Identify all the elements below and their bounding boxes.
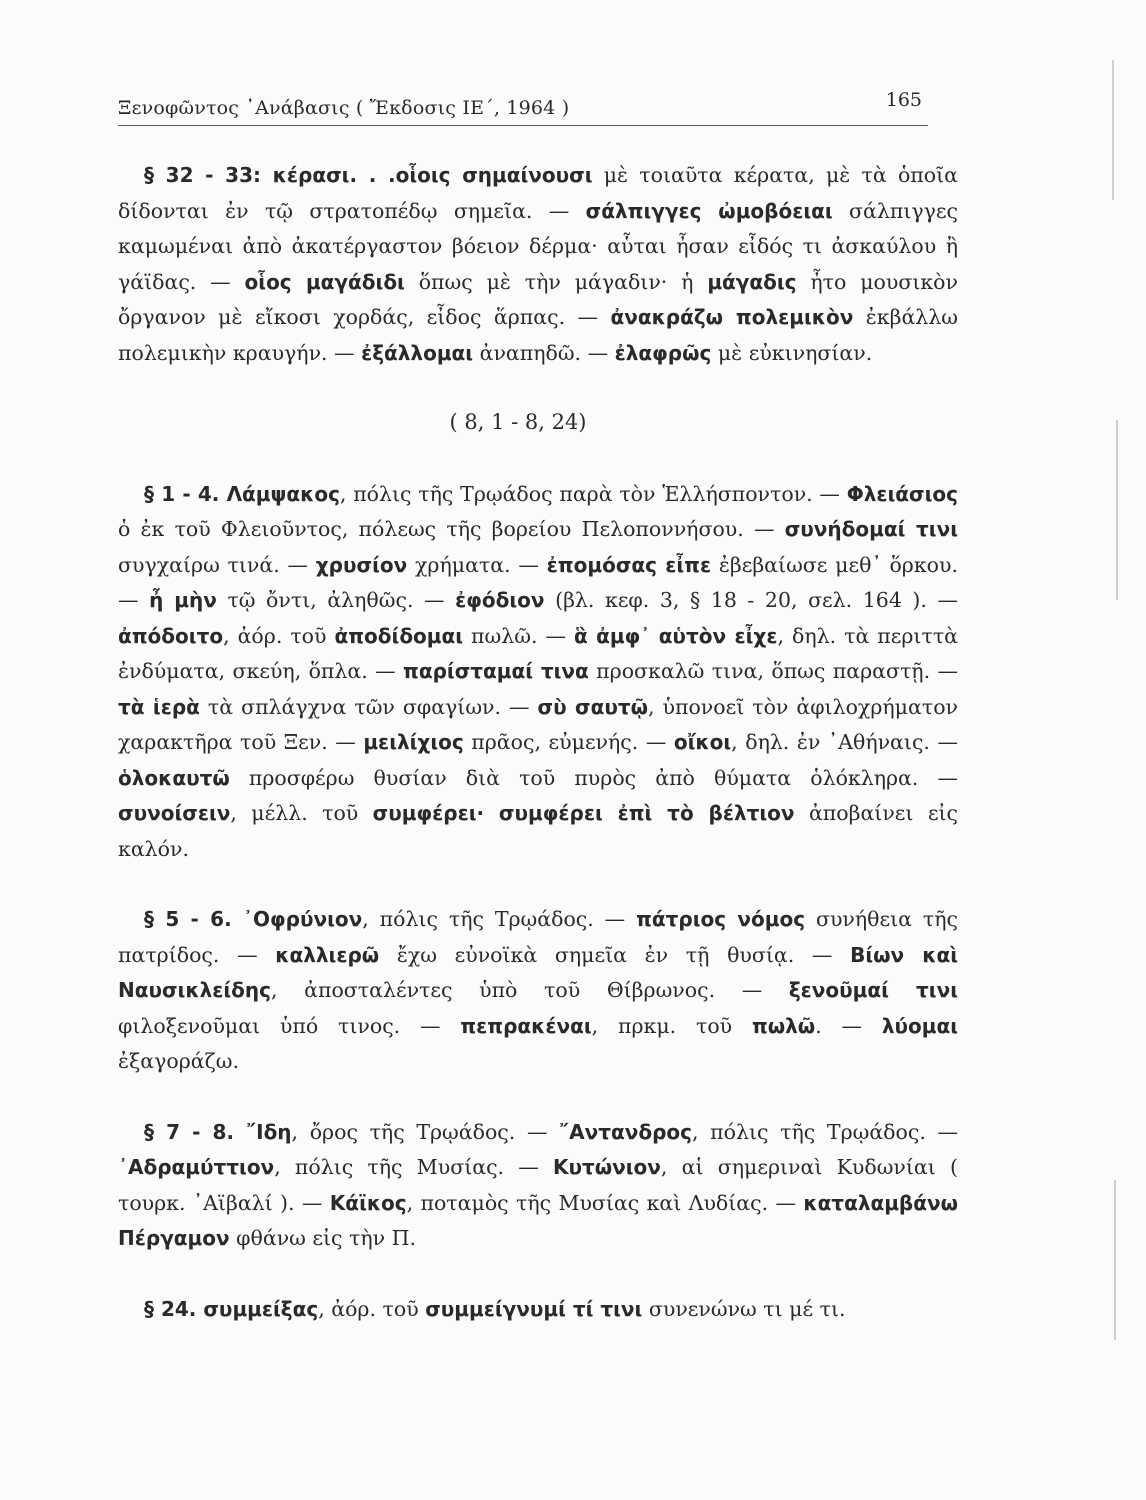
- running-title: Ξενοφῶντος ᾿Ανάβασις ( Ἔκδοσις ΙΕ΄, 1964 ): [118, 97, 570, 119]
- page-header: [118, 89, 928, 126]
- commentary-paragraph: [118, 477, 958, 868]
- gloss-text: , πόλις τῆς Τρῳάδος. —: [692, 1119, 959, 1144]
- headword: ἐξάλλομαι: [361, 340, 474, 365]
- headword: ἐφόδιον: [455, 588, 545, 612]
- gloss-text: , ποταμὸς τῆς Μυσίας καὶ Λυδίας. —: [406, 1190, 804, 1215]
- gloss-text: προσκαλῶ τινα, ὅπως παραστῇ. —: [588, 659, 958, 683]
- headword: λύομαι: [881, 1013, 958, 1038]
- gloss-text: ἀναπηδῶ. —: [473, 340, 615, 365]
- headword: οἷοις σημαίνουσι: [395, 163, 593, 187]
- headword: ῎Αντανδρος: [559, 1119, 692, 1144]
- headword: Βίων καὶ Ναυσικλείδης: [118, 942, 958, 1002]
- headword: πωλῶ: [751, 1013, 816, 1038]
- gloss-text: ὅπως μὲ τὴν μάγαδιν· ἡ: [404, 269, 708, 294]
- headword: Κυτώνιον: [552, 1155, 661, 1179]
- gloss-text: ἀποβαίνει εἰς καλόν.: [118, 801, 959, 861]
- headword: ξενοῦμαί τινι: [788, 978, 958, 1002]
- gloss-text: , ἀόρ. τοῦ: [318, 1296, 426, 1321]
- headword: συνήδομαί τινι: [784, 517, 959, 541]
- headword: ῎Ιδη: [246, 1119, 292, 1144]
- gloss-text: , μέλλ. τοῦ: [230, 801, 373, 825]
- gloss-text: (βλ. κεφ. 3, § 18 - 20, σελ. 164 ). —: [544, 588, 959, 612]
- headword: μάγαδις: [707, 269, 797, 294]
- headword: τὰ ἱερὰ: [118, 694, 200, 719]
- gloss-text: πρᾶος, εὐμενής. —: [463, 730, 674, 754]
- binding-edge-mark: [1114, 1180, 1116, 1340]
- gloss-text: προσφέρω θυσίαν διὰ τοῦ πυρὸς ἀπὸ θύματα ὁλόκληρα. —: [229, 765, 958, 790]
- headword: Λάμψακος: [226, 481, 340, 506]
- headword: συμφέρει· συμφέρει ἐπὶ τὸ βέλτιον: [372, 801, 795, 825]
- headword: ἐλαφρῶς: [614, 340, 712, 365]
- gloss-text: , δηλ. τὰ περιττὰ ἐνδύματα, σκεύη, ὅπλα. —: [118, 623, 958, 683]
- headword: § 32 - 33:: [144, 163, 273, 187]
- gloss-text: μὲ τοιαῦτα κέρατα, μὲ τὰ ὁποῖα δίδονται ἐν τῷ στρατοπέδῳ σημεῖα. —: [118, 163, 958, 223]
- gloss-text: πωλῶ. —: [463, 623, 574, 648]
- gloss-text: συνενώνω τι μέ τι.: [642, 1296, 846, 1321]
- headword: χρυσίον: [315, 552, 408, 577]
- headword: ἀπόδοιτο: [118, 623, 224, 648]
- gloss-text: μὲ εὐκινησίαν.: [711, 340, 873, 365]
- gloss-text: , πόλις τῆς Μυσίας. —: [274, 1155, 553, 1179]
- headword: συμμείγνυμί τί τινι: [425, 1296, 643, 1321]
- gloss-text: , πρκμ. τοῦ: [591, 1013, 752, 1038]
- headword: οἴκοι: [673, 730, 732, 754]
- headword: ἐπομόσας εἶπε: [546, 552, 712, 577]
- headword: ᾿Οφρύνιον: [243, 907, 363, 931]
- commentary-paragraph: [118, 158, 958, 371]
- section-heading: ( 8, 1 - 8, 24): [449, 410, 587, 434]
- headword: πεπρακέναι: [460, 1013, 592, 1038]
- commentary-paragraph: [118, 1292, 958, 1328]
- gloss-text: , δηλ. ἐν ᾿Αθήναις. —: [731, 730, 958, 754]
- gloss-text: συνήθεια τῆς πατρίδος. —: [118, 907, 958, 967]
- gloss-text: φθάνω εἰς τὴν Π.: [229, 1226, 417, 1250]
- gloss-text: ἐξαγοράζω.: [118, 1049, 239, 1073]
- headword: § 5 - 6.: [144, 907, 244, 931]
- headword: κέρασι. . .: [272, 163, 396, 187]
- headword: Φλειάσιος: [846, 481, 958, 506]
- headword: συμμείξας: [203, 1296, 319, 1321]
- gloss-text: συγχαίρω τινά. —: [118, 552, 316, 577]
- gloss-text: , πόλις τῆς Τρῳάδος. —: [362, 907, 637, 931]
- gloss-text: , πόλις τῆς Τρῳάδος παρὰ τὸν Ἑλλήσποντον. —: [339, 481, 847, 506]
- gloss-text: τὰ σπλάγχνα τῶν σφαγίων. —: [199, 694, 538, 719]
- gloss-text: , ὄρος τῆς Τρῳάδος. —: [291, 1119, 560, 1144]
- commentary-paragraph: [118, 1115, 958, 1257]
- page-number: 165: [885, 89, 922, 111]
- gloss-text: , ὑπονοεῖ τὸν ἀφιλοχρήματον χαρακτῆρα τοῦ Ξεν. —: [118, 694, 958, 754]
- gloss-text: , ἀόρ. τοῦ: [223, 623, 335, 648]
- gloss-text: , ἀποσταλέντες ὑπὸ τοῦ Θίβρωνος. —: [270, 978, 789, 1002]
- headword: σάλπιγγες ὠμοβόειαι: [585, 198, 833, 223]
- headword: πάτριος νόμος: [636, 907, 806, 931]
- gloss-text: φιλοξενοῦμαι ὑπό τινος. —: [118, 1013, 461, 1038]
- gloss-text: χρήματα. —: [407, 552, 547, 577]
- headword: ἀποδίδομαι: [334, 623, 464, 648]
- gloss-text: σάλπιγγες καμωμέναι ἀπὸ ἀκατέργαστον βόειον δέρμα· αὗται ἦσαν εἶδός τι ἀσκαύλου ἢ γάϊδας. —: [118, 198, 958, 294]
- headword: συνοίσειν: [118, 801, 231, 825]
- gloss-text: ἐβεβαίωσε μεθ᾿ ὅρκου. —: [118, 552, 958, 612]
- headword: Κάϊκος: [329, 1190, 407, 1215]
- headword: οἷος μαγάδιδι: [244, 269, 405, 294]
- commentary-paragraph: [118, 902, 958, 1080]
- gloss-text: . —: [815, 1013, 882, 1038]
- headword: ὁλοκαυτῶ: [118, 765, 230, 790]
- headword: σὺ σαυτῷ: [537, 694, 648, 719]
- headword: ἦ μὴν: [149, 588, 217, 612]
- binding-edge-mark: [1116, 420, 1118, 600]
- gloss-text: ἐκβάλλω πολεμικὴν κραυγήν. —: [118, 305, 958, 365]
- headword: ᾿Αδραμύττιον: [118, 1155, 275, 1179]
- gloss-text: ἦτο μουσικὸν ὄργανον μὲ εἴκοσι χορδάς, εἶδος ἅρπας. —: [118, 269, 958, 329]
- gloss-text: ὁ ἐκ τοῦ Φλειοῦντος, πόλεως τῆς βορείου Πελοποννήσου. —: [118, 517, 785, 541]
- headword: § 1 - 4.: [144, 481, 227, 506]
- headword: παρίσταμαί τινα: [403, 659, 589, 683]
- headword: ἃ ἀμφ᾿ αὑτὸν εἶχε: [573, 623, 778, 648]
- headword: § 7 - 8.: [144, 1119, 247, 1144]
- headword: καλλιερῶ: [275, 942, 380, 967]
- headword: ἀνακράζω πολεμικὸν: [610, 305, 854, 329]
- gloss-text: τῷ ὄντι, ἀληθῶς. —: [216, 588, 456, 612]
- gloss-text: ἔχω εὐνοϊκὰ σημεῖα ἐν τῇ θυσίᾳ. —: [379, 942, 851, 967]
- headword: § 24.: [144, 1296, 204, 1321]
- headword: μειλίχιος: [363, 730, 464, 754]
- headword: καταλαμβάνω Πέργαμον: [118, 1190, 958, 1250]
- gloss-text: , αἱ σημεριναὶ Κυδωνίαι ( τουρκ. ᾿Αϊβαλί ). —: [118, 1155, 958, 1215]
- binding-edge-mark: [1112, 60, 1114, 200]
- page-body: [118, 158, 958, 1327]
